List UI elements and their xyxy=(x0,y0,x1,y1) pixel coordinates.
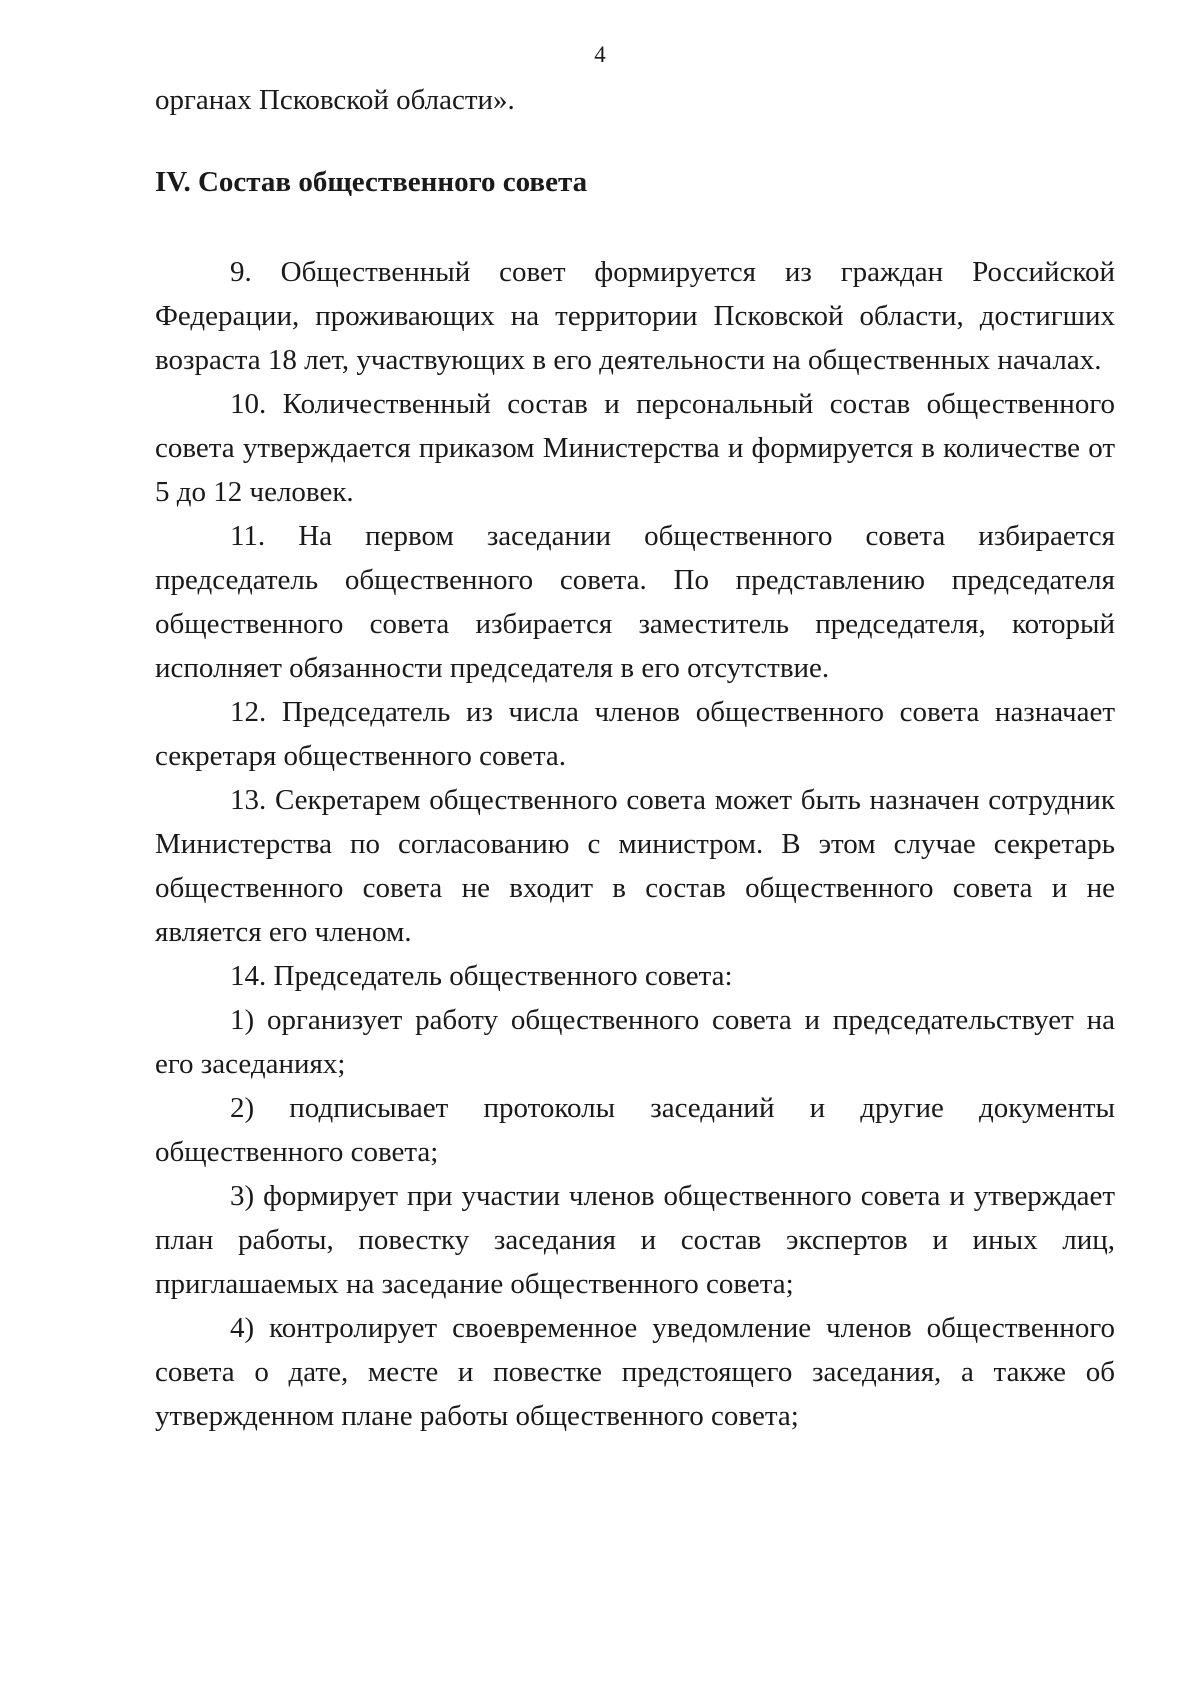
paragraph-14: 14. Председатель общественного совета: xyxy=(230,960,733,992)
paragraph-11: 11. На первом заседании общественного совета избирается председатель общественного совета. По представлению председателя общественного совета избирается заместитель председателя, который исполняет обязанности председателя в его отсутствие. xyxy=(155,520,1115,684)
list-item-4: 4) контролирует своевременное уведомление членов общественного совета о дате, месте и повестке предстоящего заседания, а также об утвержденном плане работы общественного совета; xyxy=(155,1312,1115,1432)
section-heading: IV. Состав общественного совета xyxy=(155,166,588,198)
list-item-1: 1) организует работу общественного совета и председательствует на его заседаниях; xyxy=(155,1004,1115,1080)
paragraph-9: 9. Общественный совет формируется из граждан Российской Федерации, проживающих на территории Псковской области, достигших возраста 18 лет, участвующих в его деятельности на общественных началах. xyxy=(155,256,1115,376)
page-number: 4 xyxy=(594,42,606,67)
list-item-2: 2) подписывает протоколы заседаний и другие документы общественного совета; xyxy=(155,1092,1115,1168)
list-item-3: 3) формирует при участии членов общественного совета и утверждает план работы, повестку заседания и состав экспертов и иных лиц, приглашаемых на заседание общественного совета; xyxy=(155,1180,1115,1300)
paragraph-12: 12. Председатель из числа членов общественного совета назначает секретаря общественного совета. xyxy=(155,696,1115,772)
paragraph-13: 13. Секретарем общественного совета может быть назначен сотрудник Министерства по согласованию с министром. В этом случае секретарь общественного совета не входит в состав общественного совета и не является его членом. xyxy=(155,784,1115,948)
continuation-text: органах Псковской области». xyxy=(155,84,515,116)
paragraph-10: 10. Количественный состав и персональный состав общественного совета утверждается приказом Министерства и формируется в количестве от 5 до 12 человек. xyxy=(155,388,1115,508)
document-body xyxy=(155,78,1115,1438)
